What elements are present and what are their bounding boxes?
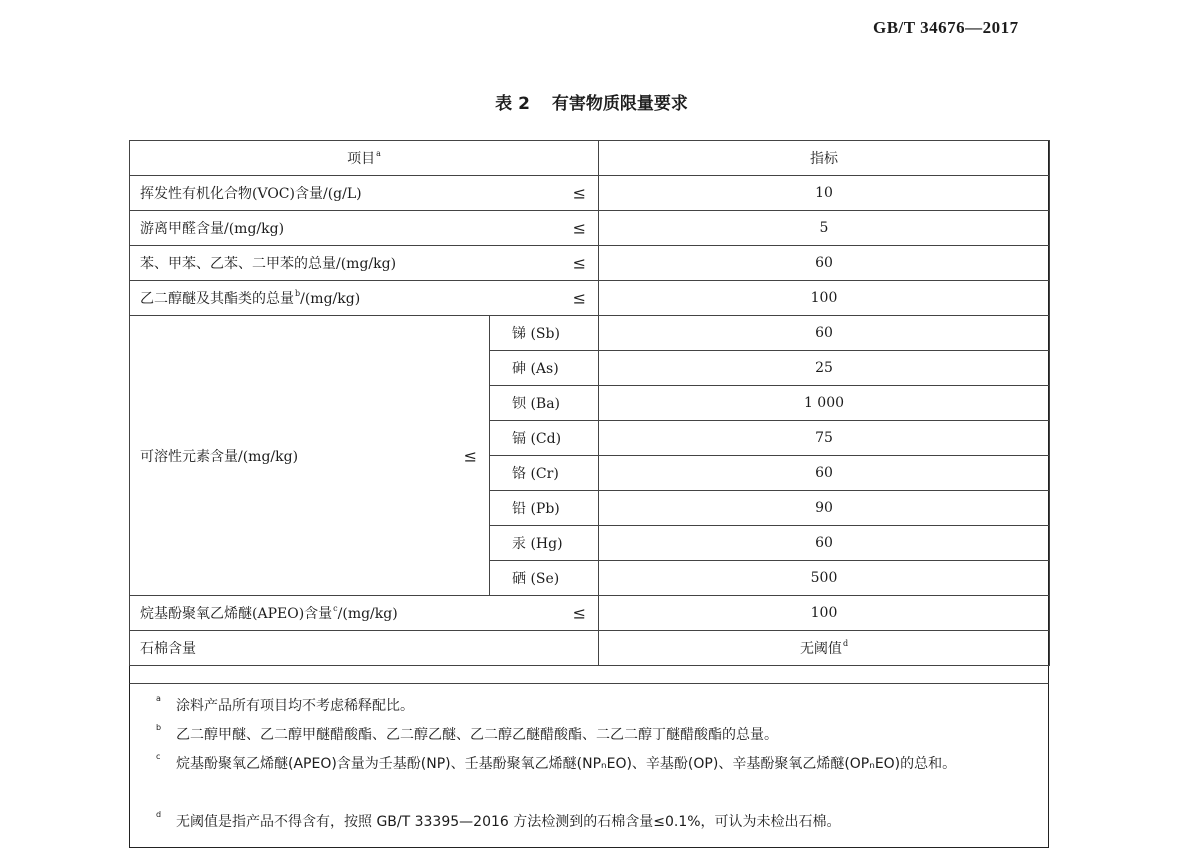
note-mark: b [156,723,162,732]
element-value: 75 [599,421,1050,456]
table-notes [129,683,1049,848]
table-caption [0,89,1183,114]
element-value: 25 [599,351,1050,386]
element-name: 镉 (Cd) [490,421,599,456]
standard-code: GB/T 34676—2017 [873,18,1019,37]
row-item: 石棉含量 [130,631,599,666]
row-value: 60 [599,246,1050,281]
element-value: 60 [599,316,1050,351]
limits-table [129,140,1050,666]
le-symbol: ≤ [572,253,586,273]
row-value [599,631,1050,666]
element-value: 500 [599,561,1050,596]
row-value: 100 [599,596,1050,631]
table-title: 有害物质限量要求 [551,94,688,114]
note-item [156,750,1034,778]
note-item [156,692,1034,720]
table-row [130,176,1050,211]
note-text: 无阈值是指产品不得含有，按照 GB/T 33395—2016 方法检测到的石棉含量≤0.1%，可认为未检出石棉。 [176,814,841,830]
row-item-label: 乙二醇醚及其酯类的总量 [140,291,294,307]
element-name: 钡 (Ba) [490,386,599,421]
table-row [130,316,1050,351]
le-symbol: ≤ [572,288,586,308]
element-name: 锑 (Sb) [490,316,599,351]
footnote-mark: c [333,604,338,613]
row-item-label: 苯、甲苯、乙苯、二甲苯的总量/(mg/kg) [140,256,397,272]
note-item [156,808,1034,836]
table-header-row [130,141,1050,176]
table-row [130,246,1050,281]
le-symbol: ≤ [572,183,586,203]
row-item-unit: /(mg/kg) [337,606,398,622]
table-row [130,211,1050,246]
row-item-unit: /(mg/kg) [300,291,361,307]
header-item [130,141,599,176]
soluble-item [130,316,490,596]
element-name: 砷 (As) [490,351,599,386]
le-symbol: ≤ [572,603,586,623]
header-item-label: 项目 [347,151,376,167]
note-mark: a [156,694,161,703]
element-name: 铬 (Cr) [490,456,599,491]
le-symbol: ≤ [572,218,586,238]
note-mark: c [156,752,161,761]
row-item [130,281,599,316]
element-name: 汞 (Hg) [490,526,599,561]
row-value: 100 [599,281,1050,316]
row-value: 5 [599,211,1050,246]
row-item-label: 游离甲醛含量/(mg/kg) [140,221,285,237]
element-value: 60 [599,456,1050,491]
table-row [130,631,1050,666]
le-symbol: ≤ [463,446,477,465]
row-item-label: 挥发性有机化合物(VOC)含量/(g/L) [140,186,362,202]
footnote-mark: b [295,289,301,298]
element-name: 硒 (Se) [490,561,599,596]
header-value: 指标 [599,141,1050,176]
table-row [130,596,1050,631]
element-value: 60 [599,526,1050,561]
note-mark: d [156,810,162,819]
row-item [130,176,599,211]
note-text: 烷基酚聚氧乙烯醚(APEO)含量为壬基酚(NP)、壬基酚聚氧乙烯醚(NPₙEO)、辛基酚(OP)、辛基酚聚氧乙烯醚(OPₙEO)的总和。 [176,756,957,772]
element-value: 1 000 [599,386,1050,421]
note-text: 涂料产品所有项目均不考虑稀释配比。 [176,698,414,714]
soluble-item-label: 可溶性元素含量/(mg/kg) [140,448,299,465]
table-row [130,281,1050,316]
element-name: 铅 (Pb) [490,491,599,526]
footnote-mark: d [842,639,849,648]
header-item-mark: a [376,149,381,158]
note-item [156,721,1034,749]
table-number: 表 2 [495,94,530,114]
row-item-label: 烷基酚聚氧乙烯醚(APEO)含量 [140,606,333,622]
row-item [130,596,599,631]
row-value: 10 [599,176,1050,211]
note-text: 乙二醇甲醚、乙二醇甲醚醋酸酯、乙二醇乙醚、乙二醇乙醚醋酸酯、二乙二醇丁醚醋酸酯的总量。 [176,727,778,743]
row-item [130,246,599,281]
asbestos-value: 无阈值 [799,641,842,657]
row-item [130,211,599,246]
element-value: 90 [599,491,1050,526]
